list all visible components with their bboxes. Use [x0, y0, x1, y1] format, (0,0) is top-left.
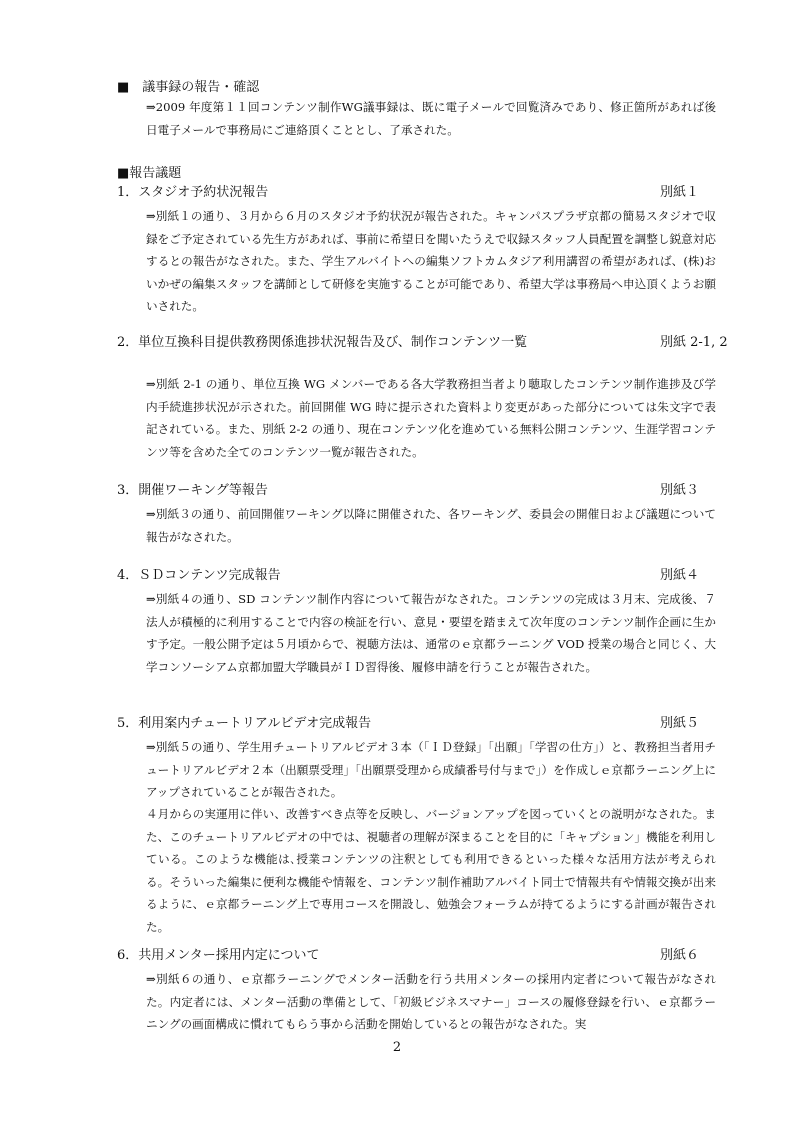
- section-3-title: 3．開催ワーキング等報告: [117, 483, 268, 498]
- section-5-header: [117, 715, 729, 733]
- section-5-paragraph-2: ４月からの実運用に伴い、改善すべき点等を反映し、バージョンアップを図っていくとの説明がなされた。また、このチュートリアルビデオの中では、視聴者の理解が深まることを目的に「キャプション」機能を利用している。このような機能は､授業コンテンツの注釈としても利用できるといった様々な活用方法が考えられる。そういった編集に便利な機能や情報を、コンテンツ制作補助アルバイト同士で情報共有や情報交換が出来るように、ｅ京都ラーニング上で専用コースを開設し、勉強会フォーラムが持てるようにする計画が報告された。: [146, 807, 716, 934]
- section-6-title: 6．共用メンター採用内定について: [117, 948, 320, 963]
- section-4-ref: 別紙４: [660, 568, 700, 583]
- section-5-title: 5．利用案内チュートリアルビデオ完成報告: [117, 716, 372, 731]
- report-heading: ■報告議題: [117, 166, 182, 181]
- section-2-paragraph: ⇒別紙 2-1 の通り、単位互換 WG メンバーである各大学教務担当者より聴取したコンテンツ制作進捗及び学内手続進捗状況が示された。前回開催 WG 時に提示された資料より変更があった部分については朱文字で表記されている。また、別紙 2-2 の通り、現在コンテンツ化を進めている無料公開コンテンツ、生涯学習コンテンツ等を含めた全てのコンテンツ一覧が報告された。: [146, 377, 716, 459]
- section-1-title: 1．スタジオ予約状況報告: [117, 185, 269, 200]
- section-1-header: [117, 184, 729, 202]
- minutes-heading: ■ 議事録の報告・確認: [117, 80, 260, 95]
- section-2-header: [117, 334, 729, 352]
- section-2-ref: 別紙 2-1, 2: [660, 335, 728, 350]
- minutes-body: ⇒2009 年度第１１回コンテンツ制作WG議事録は、既に電子メールで回覧済みであり、修正箇所があれば後日電子メールで事務局にご連絡頂くこととし、了承された。: [146, 100, 716, 137]
- section-4-title: 4．ＳＤコンテンツ完成報告: [117, 568, 281, 583]
- section-3-ref: 別紙３: [660, 483, 700, 498]
- section-5-ref: 別紙５: [660, 716, 700, 731]
- section-1-ref: 別紙１: [660, 185, 700, 200]
- section-5-paragraph-1: ⇒別紙５の通り、学生用チュートリアルビデオ３本（「ＩＤ登録」「出願」「学習の仕方」）と、教務担当者用チュートリアルビデオ２本（出願票受理」「出願票受理から成績番号付与まで」）を作成しｅ京都ラーニング上にアップされていることが報告された。: [146, 740, 716, 799]
- section-6-header: [117, 947, 729, 965]
- page-number: 2: [392, 1040, 402, 1055]
- section-1-paragraph: ⇒別紙１の通り、３月から６月のスタジオ予約状況が報告された。キャンパスプラザ京都の簡易スタジオで収録をご予定されている先生方があれば、事前に希望日を聞いたうえで収録スタッフ人員配置を調整し鋭意対応するとの報告がなされた。また、学生アルバイトへの編集ソフトカムタジア利用講習の希望があれば、(株)おいかぜの編集スタッフを講師として研修を実施することが可能であり、希望大学は事務局へ申込頂くようお願いされた。: [146, 209, 716, 313]
- section-3-paragraph: ⇒別紙３の通り、前回開催ワーキング以降に開催された、各ワーキング、委員会の開催日および議題について報告がなされた。: [146, 507, 716, 544]
- section-4-paragraph: ⇒別紙４の通り、SD コンテンツ制作内容について報告がなされた。コンテンツの完成は３月末、完成後、７法人が積極的に利用することで内容の検証を行い、意見・要望を踏まえて次年度のコンテンツ制作企画に生かす予定。一般公開予定は５月頃からで、視聴方法は、通常のｅ京都ラーニング VOD 授業の場合と同じく、大学コンソーシアム京都加盟大学職員がＩＤ習得後、履修申請を行うことが報告された。: [146, 592, 716, 674]
- section-6-ref: 別紙６: [660, 948, 700, 963]
- section-6-paragraph: ⇒別紙６の通り、ｅ京都ラーニングでメンター活動を行う共用メンターの採用内定者について報告がなされた。内定者には、メンター活動の準備として、「初級ビジネスマナー」コースの履修登録を行い、ｅ京都ラーニングの画面構成に慣れてもらう事から活動を開始しているとの報告がなされた。実: [146, 972, 716, 1031]
- section-3-header: [117, 482, 729, 500]
- section-2-title: 2．単位互換科目提供教務関係進捗状況報告及び、制作コンテンツ一覧: [117, 335, 528, 350]
- section-4-header: [117, 567, 729, 585]
